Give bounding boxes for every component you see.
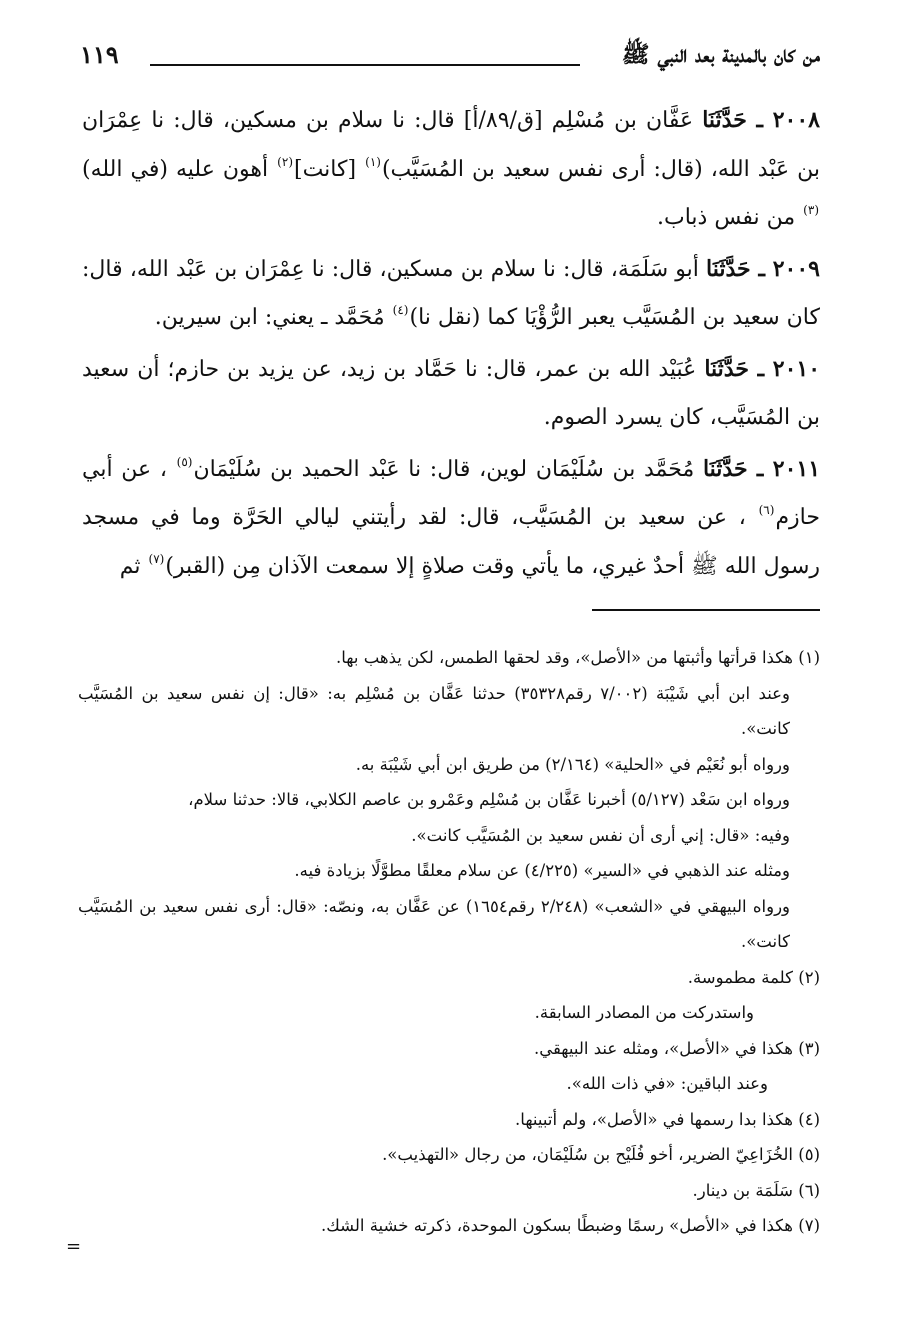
hadith-text: عُبَيْد الله بن عمر، قال: نا حَمَّاد بن زيد، عن يزيد بن حازم؛ أن سعيد بن المُسَيَّب، كان يسرد الصوم. bbox=[82, 356, 820, 430]
hadith-text: مُحَمَّد ـ يعني: ابن سيرين. bbox=[154, 305, 385, 330]
footnote-7: (٧) هكذا في «الأصل» رسمًا وضبطًا بسكون الموحدة، ذكرته خشية الشك. bbox=[320, 1216, 820, 1235]
footnote-1-source: ورواه ابن سَعْد (٥/١٢٧) أخبرنا عَفَّان بن مُسْلِم وعَمْرو بن عاصم الكلابي، قالا: حدثنا سلام، bbox=[188, 790, 790, 809]
footnote-6: (٦) سَلَمَة بن دينار. bbox=[692, 1180, 820, 1200]
header-rule bbox=[150, 64, 580, 66]
footnote-4: (٤) هكذا بدا رسمها في «الأصل»، ولم أتبينها. bbox=[515, 1109, 820, 1129]
footnote-1-source: ورواه البيهقي في «الشعب» (٢/٢٤٨ رقم١٦٥٤) عن عَفَّان به، ونصّه: «قال: أرى نفس سعيد بن المُسَيَّب كانت». bbox=[78, 896, 791, 951]
footnotes bbox=[78, 640, 820, 1244]
footnote-ref: (٦) bbox=[758, 503, 775, 517]
footnote-ref: (٥) bbox=[176, 454, 193, 469]
hadith-number-lead: ٢٠١١ ـ حَدَّثَنَا bbox=[702, 455, 821, 482]
hadith-text: ، عن أبي حازم bbox=[82, 456, 820, 530]
footnote-2: (٢) كلمة مطموسة. bbox=[687, 967, 820, 987]
hadith-2011 bbox=[82, 445, 820, 592]
footnote-2-detail: واستدركت من المصادر السابقة. bbox=[534, 1003, 754, 1022]
footnote-divider bbox=[592, 609, 820, 611]
footnote-1-source: ومثله عند الذهبي في «السير» (٤/٢٢٥) عن سلام معلقًا مطوَّلًا بزيادة فيه. bbox=[294, 861, 790, 880]
hadith-text: عَفَّان بن مُسْلِم [ق/٨٩/أ] قال: نا سلام بن مسكين، قال: نا عِمْرَان بن عَبْد الله، (قال: أرى نفس سعيد بن المُسَيَّب) bbox=[82, 108, 820, 182]
hadith-2009 bbox=[82, 245, 820, 343]
footnote-ref: (٧) bbox=[148, 551, 165, 566]
hadith-text: [كانت] bbox=[294, 156, 357, 182]
footnote-ref: (٢) bbox=[277, 154, 293, 169]
footnote-ref: (١) bbox=[365, 154, 381, 169]
page-number: ١١٩ bbox=[80, 40, 119, 69]
hadith-number-lead: ٢٠٠٨ ـ حَدَّثَنَا bbox=[702, 107, 820, 133]
footnote-1-source: وفيه: «قال: إني أرى أن نفس سعيد بن المُسَيَّب كانت». bbox=[411, 825, 790, 845]
footnote-3: (٣) هكذا في «الأصل»، ومثله عند البيهقي. bbox=[533, 1038, 820, 1058]
footnote-5: (٥) الخُزَاعِيّ الضرير، أخو فُلَيْح بن سُلَيْمَان، من رجال «التهذيب». bbox=[382, 1145, 820, 1164]
hadith-2008 bbox=[82, 96, 820, 243]
footnote-ref: (٤) bbox=[392, 303, 409, 317]
hadith-text: ، عن سعيد بن المُسَيَّب، قال: لقد رأيتني ليالي الحَرَّة وما في مسجد رسول الله ﷺ أحدٌ غيري، ما يأتي وقت صلاةٍ إلا سمعت الآذان مِن (القبر) bbox=[82, 505, 820, 579]
hadith-text: من نفس ذباب. bbox=[657, 205, 796, 230]
hadith-number-lead: ٢٠١٠ ـ حَدَّثَنَا bbox=[704, 355, 821, 382]
hadith-text: أهون عليه (في الله) bbox=[82, 156, 269, 182]
footnote-1: (١) هكذا قرأتها وأثبتها من «الأصل»، وقد لحقها الطمس، لكن يذهب بها. bbox=[336, 648, 820, 667]
footnote-ref: (٣) bbox=[803, 203, 819, 217]
main-text bbox=[82, 96, 820, 593]
hadith-number-lead: ٢٠٠٩ ـ حَدَّثَنَا bbox=[706, 255, 820, 282]
footnote-1-source: وعند ابن أبي شَيْبَة (٧/٠٠٢ رقم٣٥٣٢٨) حدثنا عَفَّان بن مُسْلِم به: «قال: إن نفس سعيد بن المُسَيَّب كانت». bbox=[78, 683, 790, 738]
hadith-2010 bbox=[82, 345, 820, 443]
chapter-title: من كان بالمدينة بعد النبي ﷺ bbox=[621, 41, 820, 68]
hadith-text: أبو سَلَمَة، قال: نا سلام بن مسكين، قال: نا عِمْرَان بن عَبْد الله، قال: كان سعيد بن المُسَيَّب يعبر الرُّؤْيَا كما (نقل نا) bbox=[82, 256, 820, 330]
footnote-3-detail: وعند الباقين: «في ذات الله». bbox=[566, 1074, 768, 1093]
hadith-text: مُحَمَّد بن سُلَيْمَان لوين، قال: نا عَبْد الحميد بن سُلَيْمَان bbox=[193, 456, 695, 482]
running-header bbox=[80, 40, 820, 84]
footnote-1-source: ورواه أبو نُعَيْم في «الحلية» (٢/١٦٤) من طريق ابن أبي شَيْبَة به. bbox=[355, 754, 790, 774]
hadith-text: ثم bbox=[119, 553, 141, 579]
continuation-mark: = bbox=[66, 1236, 82, 1257]
